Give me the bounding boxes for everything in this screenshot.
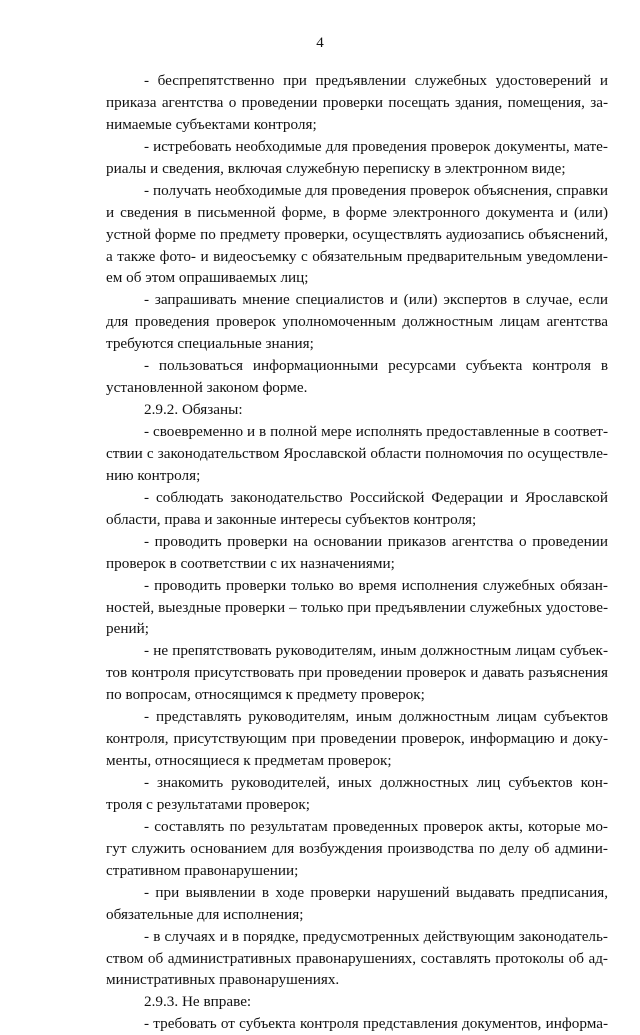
text-line: для проведения проверок уполномоченным должностным лицам агентства [106, 313, 608, 331]
text-line: 2.9.2. Обязаны: [144, 401, 243, 419]
text-line: рений; [106, 620, 149, 638]
text-line: нию контроля; [106, 466, 201, 484]
text-line: ствии с законодательством Ярославской области полномочия по осуществле- [106, 444, 608, 462]
text-line: - при выявлении в ходе проверки нарушений выдавать предписания, [144, 883, 608, 901]
text-line: - своевременно и в полной мере исполнять предоставленные в соответ- [144, 423, 608, 440]
text-line: обязательные для исполнения; [106, 905, 304, 923]
text-line: ством об административных правонарушениях, составлять протоколы об ад- [106, 949, 608, 967]
text-line: стративном правонарушении; [106, 861, 299, 879]
text-line: - не препятствовать руководителям, иным должностным лицам субъек- [144, 642, 608, 660]
text-line: - требовать от субъекта контроля представления документов, информа- [144, 1015, 608, 1033]
text-line: тов контроля присутствовать при проведении проверок и давать разъяснения [106, 664, 608, 682]
text-line: устной форме по предмету проверки, осуществлять аудиозапись объяснений, [106, 225, 608, 243]
text-line: по вопросам, относящимся к предмету проверок; [106, 686, 425, 704]
text-line: ностей, выездные проверки – только при предъявлении служебных удостове- [106, 598, 608, 616]
text-line: установленной законом форме. [106, 379, 308, 397]
text-line: ем об этом опрашиваемых лиц; [106, 269, 309, 287]
text-line: 2.9.3. Не вправе: [144, 993, 252, 1011]
text-line: требуются специальные знания; [106, 335, 314, 353]
text-line: - знакомить руководителей, иных должностных лиц субъектов кон- [144, 774, 608, 791]
text-line: приказа агентства о проведении проверки посещать здания, помещения, за- [106, 93, 608, 111]
text-line: проверок в соответствии с их назначениями; [106, 554, 395, 572]
text-line: - беспрепятственно при предъявлении служебных удостоверений и [144, 72, 608, 89]
text-line: - в случаях и в порядке, предусмотренных действующим законодатель- [144, 927, 608, 945]
text-line: - проводить проверки на основании приказов агентства о проведении [144, 532, 608, 550]
text-line: нимаемые субъектами контроля; [106, 115, 317, 133]
text-line: - получать необходимые для проведения проверок объяснения, справки [144, 181, 608, 199]
text-line: гут служить основанием для возбуждения производства по делу об админи- [106, 839, 608, 857]
document-body [106, 70, 608, 1035]
text-line: - пользоваться информационными ресурсами субъекта контроля в [144, 357, 608, 375]
text-line: - представлять руководителям, иным должностным лицам субъектов [144, 708, 608, 726]
text-line: области, права и законные интересы субъектов контроля; [106, 510, 477, 528]
text-line: - составлять по результатам проведенных проверок акты, которые мо- [144, 817, 608, 835]
text-line: троля с результатами проверок; [106, 795, 310, 813]
text-line: и сведения в письменной форме, в форме электронного документа и (или) [106, 203, 608, 221]
text-line: министративных правонарушениях. [106, 971, 340, 989]
text-line: - проводить проверки только во время исполнения служебных обязан- [144, 576, 608, 594]
text-line: - истребовать необходимые для проведения проверок документы, мате- [144, 137, 608, 155]
text-line: менты, относящиеся к предметам проверок; [106, 752, 392, 770]
text-line: контроля, присутствующим при проведении проверок, информацию и доку- [106, 730, 608, 748]
text-line: - запрашивать мнение специалистов и (или) экспертов в случае, если [144, 291, 608, 309]
text-line: риалы и сведения, включая служебную переписку в электронном виде; [106, 159, 566, 177]
page-number: 4 [316, 35, 324, 51]
text-line: а также фото- и видеосъемку с обязательным предварительным уведомлени- [106, 247, 608, 265]
text-line: - соблюдать законодательство Российской Федерации и Ярославской [144, 488, 608, 506]
